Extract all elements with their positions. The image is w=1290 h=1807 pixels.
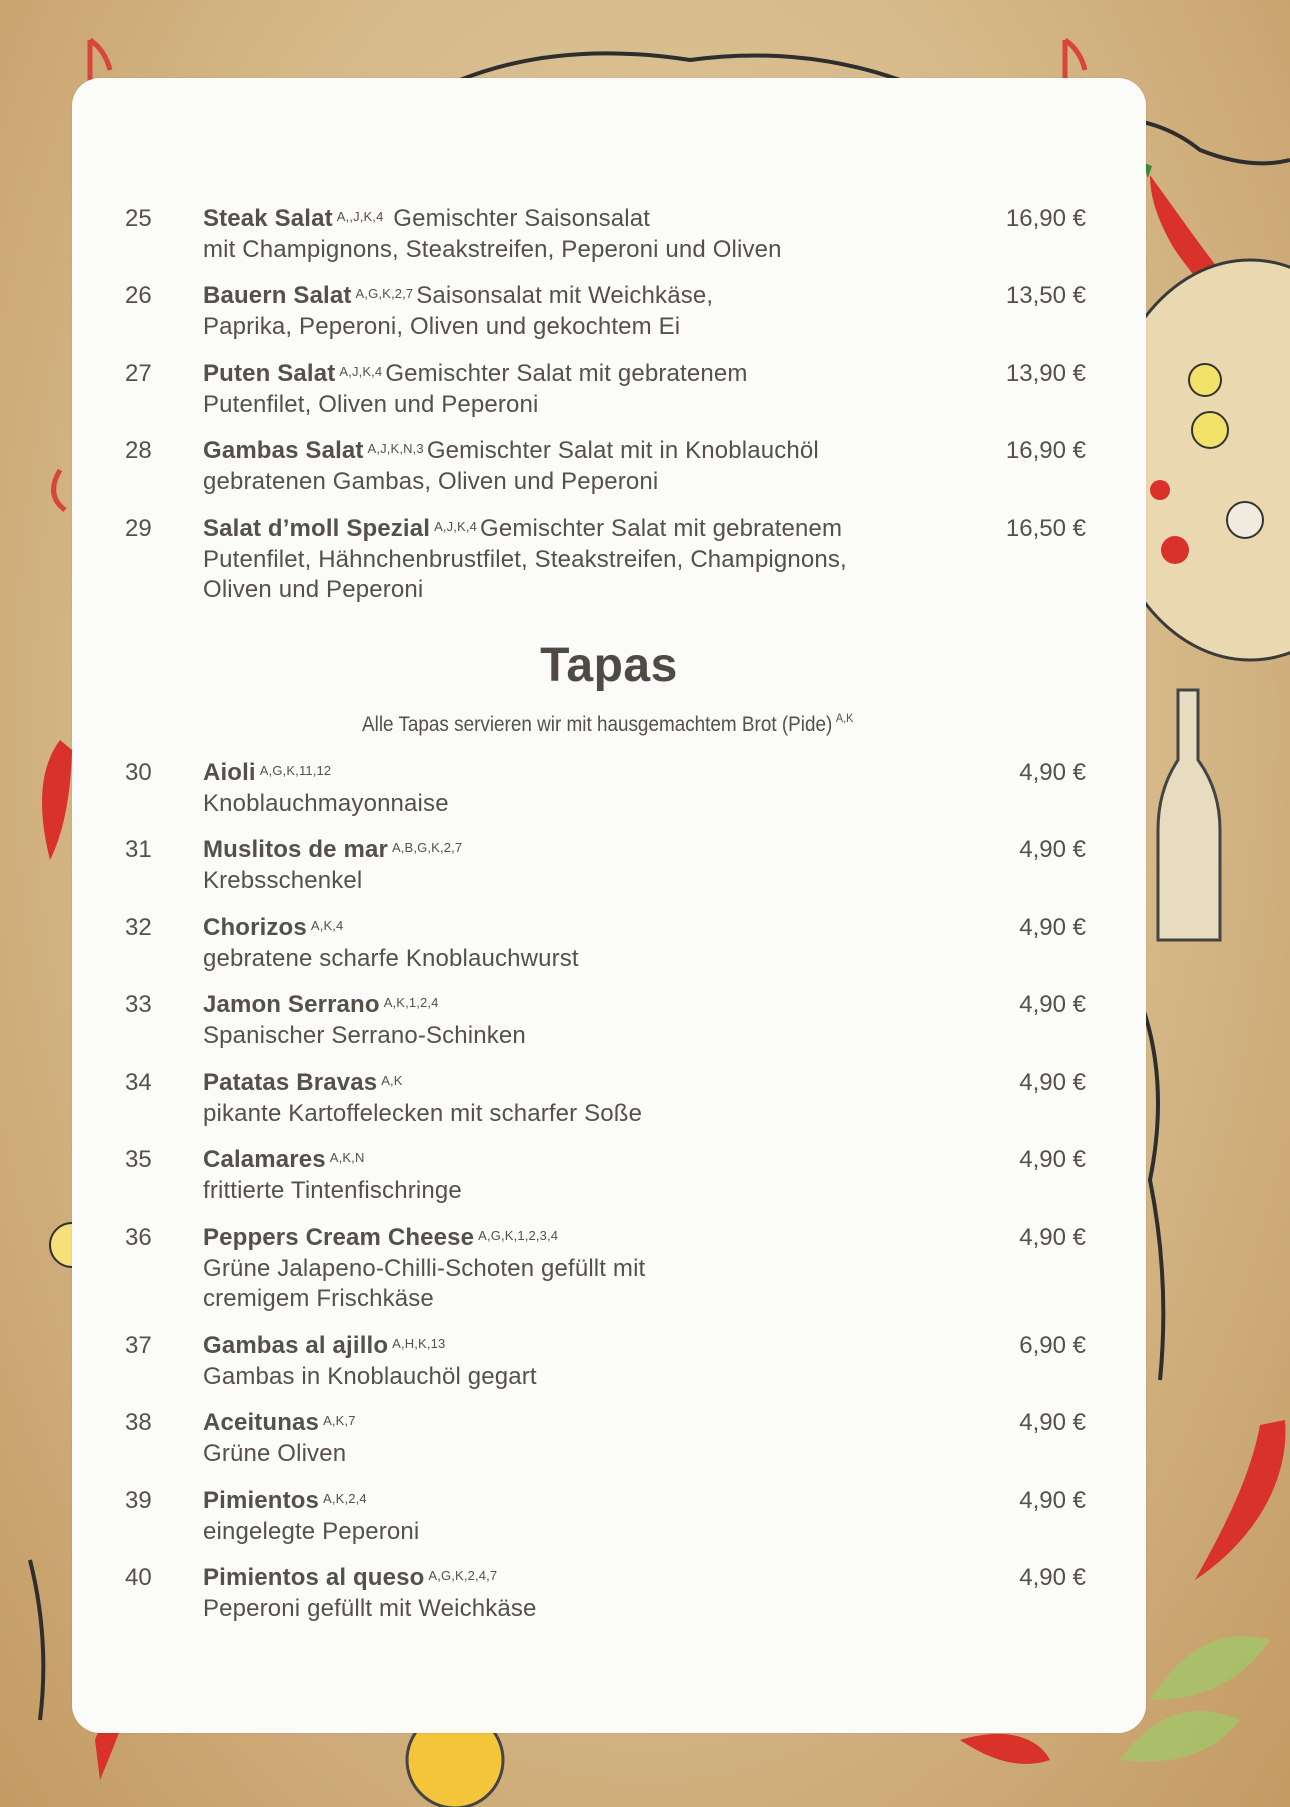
item-number: 36 — [125, 1224, 152, 1251]
item-name: Salat d’moll Spezial — [203, 515, 431, 542]
allergen-codes: A,K,4 — [310, 918, 344, 933]
allergen-codes: A,,J,K,4 — [336, 209, 384, 224]
item-number: 32 — [125, 914, 152, 941]
item-description: mit Champignons, Steakstreifen, Peperoni und Oliven — [203, 235, 782, 263]
allergen-codes: A,J,K,N,3 — [367, 441, 424, 456]
item-price: 4,90 € — [1019, 1564, 1086, 1591]
chili-pepper-icon — [960, 1734, 1050, 1764]
allergen-codes: A,K — [381, 1073, 403, 1088]
allergen-codes: A,G,K,2,7 — [355, 286, 414, 301]
allergen-codes: A,K,7 — [323, 1413, 356, 1428]
section-title: Tapas — [540, 639, 678, 692]
item-name: Pimientos al queso — [203, 1564, 425, 1591]
item-number: 30 — [125, 759, 152, 786]
item-name: Gambas al ajillo — [203, 1332, 389, 1359]
item-price: 4,90 € — [1019, 1224, 1086, 1251]
item-description: Knoblauchmayonnaise — [203, 789, 449, 817]
item-price: 16,90 € — [1005, 437, 1086, 464]
item-name: Puten Salat — [203, 360, 336, 387]
item-number: 28 — [125, 437, 152, 464]
allergen-codes: A,G,K,2,4,7 — [428, 1568, 498, 1583]
item-price: 13,50 € — [1005, 282, 1086, 309]
item-description: Gambas in Knoblauchöl gegart — [203, 1362, 537, 1390]
item-description: Krebsschenkel — [203, 866, 363, 894]
item-price: 4,90 € — [1019, 914, 1086, 941]
allergen-codes: A,H,K,13 — [392, 1336, 446, 1351]
item-number: 27 — [125, 360, 152, 387]
item-description: Gemischter Salat mit gebratenem — [480, 515, 843, 542]
item-price: 6,90 € — [1019, 1332, 1086, 1359]
item-description: Grüne Oliven — [203, 1439, 347, 1467]
allergen-codes: A,K,N — [329, 1150, 365, 1165]
allergen-codes: A,G,K,11,12 — [259, 763, 332, 778]
item-name: Peppers Cream Cheese — [203, 1224, 475, 1251]
item-description: frittierte Tintenfischringe — [203, 1176, 462, 1204]
item-description: Spanischer Serrano-Schinken — [203, 1021, 526, 1049]
item-name: Calamares — [203, 1146, 326, 1173]
allergen-codes: A,J,K,4 — [339, 364, 383, 379]
menu-card — [72, 78, 1146, 1733]
bell-pepper-icon — [42, 740, 72, 860]
item-description: Putenfilet, Hähnchenbrustfilet, Steakstreifen, Champignons, — [203, 545, 847, 573]
item-number: 40 — [125, 1564, 152, 1591]
item-number: 39 — [125, 1487, 152, 1514]
item-price: 4,90 € — [1019, 1409, 1086, 1436]
item-description: Grüne Jalapeno-Chilli-Schoten gefüllt mit — [203, 1254, 646, 1282]
item-price: 16,90 € — [1005, 205, 1086, 232]
item-description: Gemischter Salat mit gebratenem — [385, 360, 748, 387]
allergen-codes: A,B,G,K,2,7 — [391, 840, 463, 855]
item-price: 16,50 € — [1005, 515, 1086, 542]
item-name: Aioli — [203, 759, 256, 786]
item-price: 13,90 € — [1005, 360, 1086, 387]
item-name: Steak Salat — [203, 205, 333, 232]
item-name: Muslitos de mar — [203, 836, 388, 863]
allergen-codes: A,J,K,4 — [434, 519, 478, 534]
item-name: Bauern Salat — [203, 282, 352, 309]
item-price: 4,90 € — [1019, 1146, 1086, 1173]
item-price: 4,90 € — [1019, 1069, 1086, 1096]
item-number: 35 — [125, 1146, 152, 1173]
item-description: gebratene scharfe Knoblauchwurst — [203, 944, 579, 972]
item-name: Jamon Serrano — [203, 991, 380, 1018]
allergen-codes: A,K,2,4 — [323, 1491, 367, 1506]
item-number: 31 — [125, 836, 152, 863]
item-price: 4,90 € — [1019, 759, 1086, 786]
item-number: 26 — [125, 282, 152, 309]
item-price: 4,90 € — [1019, 836, 1086, 863]
allergen-codes: A,K — [835, 711, 854, 725]
item-description: eingelegte Peperoni — [203, 1517, 420, 1545]
item-number: 38 — [125, 1409, 152, 1436]
wine-bottle-icon — [1158, 690, 1220, 940]
item-number: 34 — [125, 1069, 152, 1096]
item-description: Saisonsalat mit Weichkäse, — [416, 282, 714, 309]
item-number: 37 — [125, 1332, 152, 1359]
item-name: Gambas Salat — [203, 437, 364, 464]
item-number: 25 — [125, 205, 152, 232]
item-name: Pimientos — [203, 1487, 320, 1514]
item-price: 4,90 € — [1019, 991, 1086, 1018]
allergen-codes: A,G,K,1,2,3,4 — [478, 1228, 559, 1243]
item-name: Patatas Bravas — [203, 1069, 378, 1096]
item-description: Paprika, Peperoni, Oliven und gekochtem Ei — [203, 312, 681, 340]
item-number: 33 — [125, 991, 152, 1018]
item-description: Putenfilet, Oliven und Peperoni — [203, 390, 539, 418]
item-description: Peperoni gefüllt mit Weichkäse — [203, 1594, 537, 1622]
chili-pepper-icon — [1195, 1420, 1285, 1580]
item-price: 4,90 € — [1019, 1487, 1086, 1514]
item-description: Gemischter Saisonsalat — [393, 205, 651, 232]
item-description: Oliven und Peperoni — [203, 576, 424, 603]
item-description: gebratenen Gambas, Oliven und Peperoni — [203, 467, 659, 495]
allergen-codes: A,K,1,2,4 — [383, 995, 439, 1010]
item-description: Gemischter Salat mit in Knoblauchöl — [426, 437, 819, 464]
item-description: pikante Kartoffelecken mit scharfer Soße — [203, 1099, 643, 1127]
section-subtitle: Alle Tapas servieren wir mit hausgemachtem Brot (Pide) $^{A,K}$ — [362, 711, 854, 736]
item-name: Chorizos — [203, 914, 307, 941]
item-description: cremigem Frischkäse — [203, 1285, 434, 1312]
item-number: 29 — [125, 515, 152, 542]
item-name: Aceitunas — [203, 1409, 320, 1436]
